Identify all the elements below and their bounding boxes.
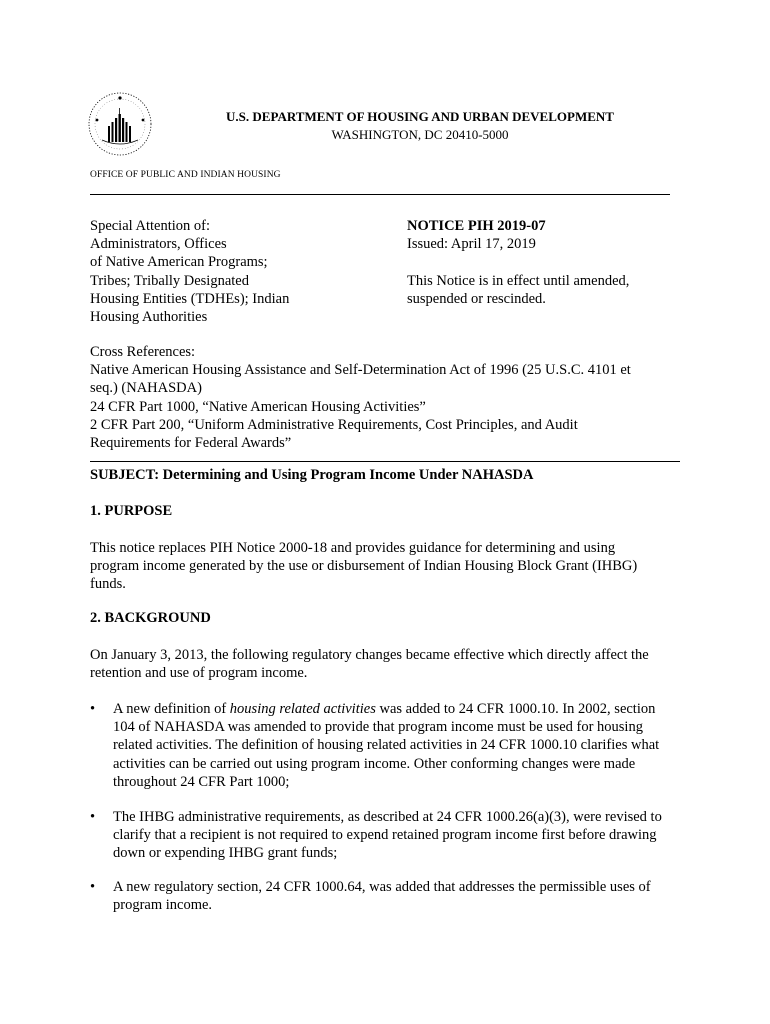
paragraph-line: funds. [90, 576, 126, 593]
purpose-paragraph [90, 539, 690, 594]
list-item-line: clarify that a recipient is not required to expend retained program income first before drawing [113, 827, 657, 844]
attention-line: Housing Authorities [90, 309, 208, 326]
cross-reference-line: 2 CFR Part 200, “Uniform Administrative Requirements, Cost Principles, and Audit [90, 416, 578, 433]
paragraph-line: retention and use of program income. [90, 665, 308, 682]
attention-line: of Native American Programs; [90, 254, 268, 271]
subject-divider [90, 461, 680, 462]
attention-line: Administrators, Offices [90, 236, 227, 253]
background-heading: 2. BACKGROUND [90, 610, 211, 626]
purpose-heading: 1. PURPOSE [90, 503, 173, 519]
paragraph-line: This notice replaces PIH Notice 2000-18 and provides guidance for determining and using [90, 540, 616, 556]
cross-reference-line: Requirements for Federal Awards” [90, 435, 292, 452]
notice-effect-line: This Notice is in effect until amended, [407, 272, 630, 289]
cross-reference-line: Native American Housing Assistance and Self-Determination Act of 1996 (25 U.S.C. 4101 et [90, 362, 631, 379]
list-item-line: program income. [113, 897, 213, 914]
header-divider [90, 194, 670, 195]
department-title: U.S. DEPARTMENT OF HOUSING AND URBAN DEVELOPMENT [226, 109, 614, 124]
spacer [407, 253, 707, 271]
list-item-line: down or expending IHBG grant funds; [113, 845, 338, 862]
subject-line: SUBJECT: Determining and Using Program Income Under NAHASDA [90, 467, 534, 483]
notice-number: NOTICE PIH 2019-07 [407, 218, 546, 234]
list-item-line: The IHBG administrative requirements, as described at 24 CFR 1000.26(a)(3), were revised to [113, 809, 662, 825]
list-item-line: A new definition of housing related activities was added to 24 CFR 1000.10. In 2002, section [113, 701, 656, 717]
notice-issued-date: Issued: April 17, 2019 [407, 236, 536, 253]
department-address: WASHINGTON, DC 20410-5000 [331, 127, 509, 142]
background-paragraph [90, 646, 690, 682]
notice-effect-line: suspended or rescinded. [407, 290, 546, 307]
attention-line: Special Attention of: [90, 218, 211, 234]
bullet-icon: • [90, 879, 96, 895]
attention-line: Housing Entities (TDHEs); Indian [90, 290, 290, 307]
bullet-icon: • [90, 809, 96, 825]
list-item-text [113, 878, 693, 914]
cross-reference-line: seq.) (NAHASDA) [90, 380, 202, 397]
defined-term: housing related activities [229, 701, 376, 717]
special-attention-block [90, 217, 370, 326]
list-item-line: A new regulatory section, 24 CFR 1000.64, was added that addresses the permissible uses of [113, 879, 651, 895]
list-item-text [113, 808, 693, 863]
cross-references-label: Cross References: [90, 344, 196, 360]
attention-line: Tribes; Tribally Designated [90, 272, 249, 289]
list-item-line: throughout 24 CFR Part 1000; [113, 773, 290, 790]
list-item-line: activities can be carried out using program income. Other conforming changes were made [113, 755, 636, 772]
office-name: OFFICE OF PUBLIC AND INDIAN HOUSING [90, 170, 281, 180]
list-item-text [113, 700, 693, 791]
paragraph-line: program income generated by the use or disbursement of Indian Housing Block Grant (IHBG) [90, 558, 638, 575]
list-item-line: related activities. The definition of housing related activities in 24 CFR 1000.10 clarifies what [113, 737, 660, 754]
notice-info-block [407, 217, 707, 308]
paragraph-line: On January 3, 2013, the following regulatory changes became effective which directly affect the [90, 647, 649, 663]
list-item-line: 104 of NAHASDA was amended to provide that program income must be used for housing [113, 719, 643, 736]
cross-references-block [90, 343, 690, 452]
cross-reference-line: 24 CFR Part 1000, “Native American Housing Activities” [90, 398, 426, 415]
bullet-icon: • [90, 701, 96, 717]
